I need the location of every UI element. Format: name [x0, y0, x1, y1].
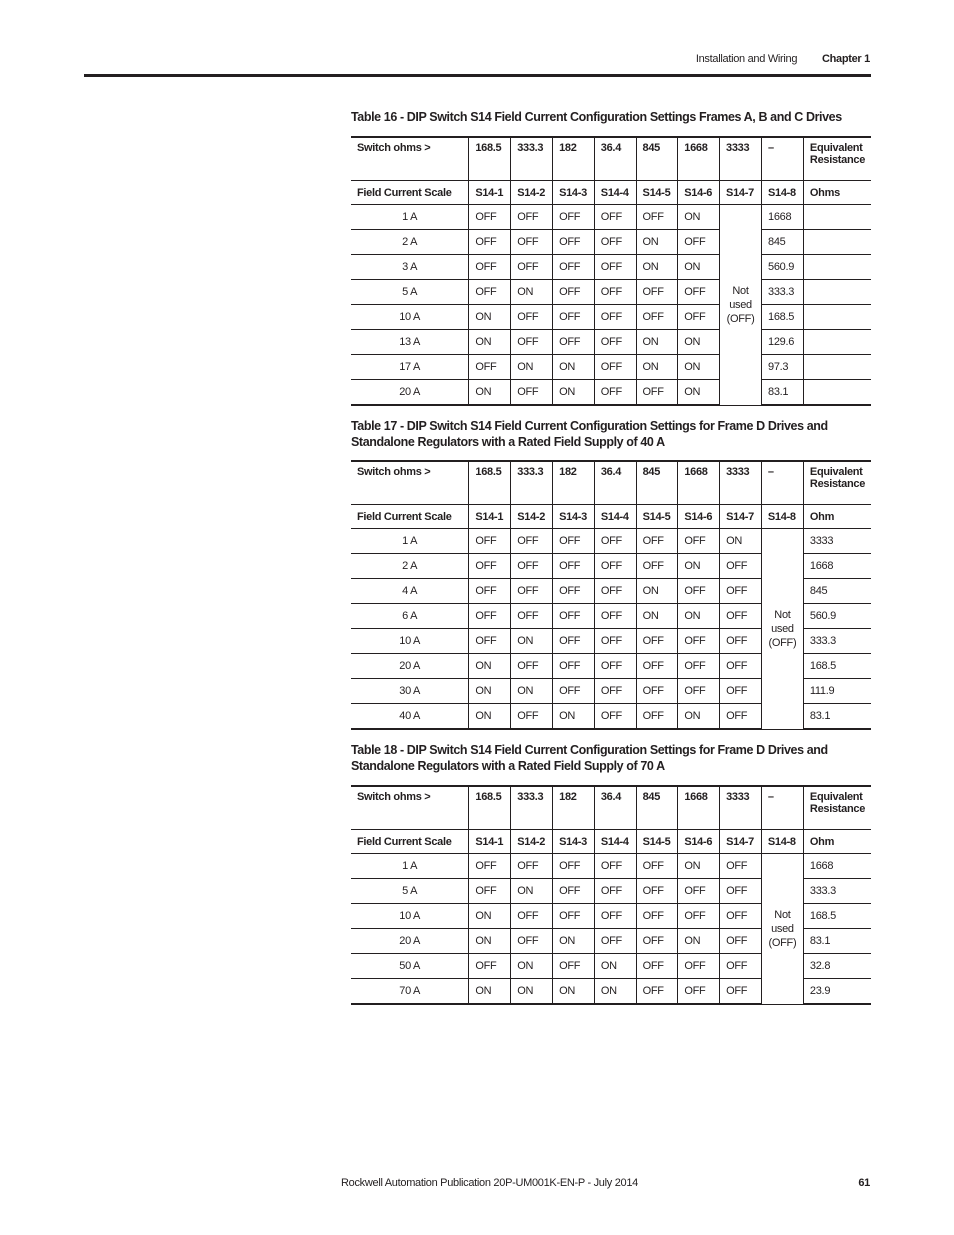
- header-cell: 845: [636, 461, 678, 505]
- switch-cell: ON: [469, 979, 511, 1005]
- switch-cell: OFF: [678, 679, 720, 704]
- switch-cell: ON: [469, 929, 511, 954]
- switch-cell: OFF: [553, 604, 595, 629]
- current-scale-cell: 6 A: [351, 604, 469, 629]
- switch-cell: OFF: [511, 330, 553, 355]
- switch-cell: 129.6: [762, 330, 804, 355]
- header-cell: 168.5: [469, 786, 511, 830]
- switch-cell: OFF: [553, 529, 595, 554]
- resistance-cell: 111.9: [803, 679, 871, 704]
- switch-cell: OFF: [720, 629, 762, 654]
- switch-cell: OFF: [636, 879, 678, 904]
- header-row-switches: [351, 181, 871, 205]
- switch-cell: ON: [511, 954, 553, 979]
- not-used-cell: Not used (OFF): [720, 205, 762, 406]
- switch-cell: OFF: [553, 854, 595, 879]
- switch-cell: OFF: [594, 904, 636, 929]
- switch-cell: OFF: [594, 355, 636, 380]
- switch-cell: OFF: [720, 854, 762, 879]
- switch-cell: OFF: [511, 654, 553, 679]
- current-scale-cell: 10 A: [351, 305, 469, 330]
- switch-cell: OFF: [636, 904, 678, 929]
- switch-cell: OFF: [511, 305, 553, 330]
- header-cell: S14-7: [720, 505, 762, 529]
- table-row: [351, 529, 871, 554]
- resistance-cell: 23.9: [803, 979, 871, 1005]
- header-chapter: Chapter 1: [821, 53, 870, 65]
- switch-cell: OFF: [636, 554, 678, 579]
- switch-cell: ON: [636, 255, 678, 280]
- resistance-cell: [803, 330, 871, 355]
- resistance-cell: [803, 205, 871, 230]
- resistance-cell: [803, 305, 871, 330]
- switch-cell: ON: [511, 280, 553, 305]
- current-scale-cell: 50 A: [351, 954, 469, 979]
- table-row: [351, 280, 871, 305]
- table-row: [351, 380, 871, 406]
- switch-cell: OFF: [594, 704, 636, 730]
- switch-cell: OFF: [678, 280, 720, 305]
- switch-cell: ON: [553, 704, 595, 730]
- header-row-ohms: [351, 137, 871, 181]
- current-scale-cell: 2 A: [351, 554, 469, 579]
- table-row: [351, 255, 871, 280]
- header-cell: Ohm: [803, 505, 871, 529]
- header-section: Installation and Wiring: [695, 53, 798, 65]
- header-cell: S14-6: [678, 181, 720, 205]
- switch-cell: OFF: [553, 255, 595, 280]
- switch-cell: ON: [678, 355, 720, 380]
- table-row: [351, 230, 871, 255]
- switch-cell: OFF: [469, 604, 511, 629]
- header-cell: Switch ohms >: [351, 137, 469, 181]
- switch-cell: OFF: [720, 879, 762, 904]
- header-cell: S14-7: [720, 181, 762, 205]
- header-cell: –: [762, 137, 804, 181]
- current-scale-cell: 5 A: [351, 879, 469, 904]
- switch-cell: ON: [636, 355, 678, 380]
- switch-cell: OFF: [720, 604, 762, 629]
- resistance-cell: [803, 230, 871, 255]
- header-cell: 333.3: [511, 461, 553, 505]
- header-cell: 1668: [678, 137, 720, 181]
- current-scale-cell: 17 A: [351, 355, 469, 380]
- switch-cell: OFF: [720, 654, 762, 679]
- resistance-cell: 1668: [803, 854, 871, 879]
- switch-cell: OFF: [511, 604, 553, 629]
- header-cell: 168.5: [469, 461, 511, 505]
- switch-cell: OFF: [553, 654, 595, 679]
- switch-cell: OFF: [594, 579, 636, 604]
- switch-cell: OFF: [594, 230, 636, 255]
- switch-cell: ON: [678, 205, 720, 230]
- switch-cell: OFF: [511, 529, 553, 554]
- resistance-cell: [803, 280, 871, 305]
- switch-cell: OFF: [678, 654, 720, 679]
- switch-cell: OFF: [469, 854, 511, 879]
- switch-cell: OFF: [469, 255, 511, 280]
- switch-cell: OFF: [511, 554, 553, 579]
- resistance-cell: [803, 380, 871, 406]
- switch-cell: ON: [553, 979, 595, 1005]
- switch-cell: ON: [469, 330, 511, 355]
- resistance-cell: 845: [803, 579, 871, 604]
- switch-cell: ON: [469, 679, 511, 704]
- switch-cell: OFF: [636, 380, 678, 406]
- switch-cell: OFF: [553, 879, 595, 904]
- header-cell: –: [761, 461, 803, 505]
- switch-cell: OFF: [594, 255, 636, 280]
- not-used-cell: Not used (OFF): [761, 529, 803, 730]
- header-cell: S14-2: [511, 505, 553, 529]
- switch-cell: OFF: [678, 904, 720, 929]
- switch-cell: ON: [469, 305, 511, 330]
- switch-cell: OFF: [469, 879, 511, 904]
- header-cell: Equivalent Resistance: [803, 461, 871, 505]
- table-row: [351, 330, 871, 355]
- header-cell: S14-1: [469, 181, 511, 205]
- switch-cell: OFF: [594, 305, 636, 330]
- switch-cell: OFF: [511, 904, 553, 929]
- switch-cell: OFF: [553, 579, 595, 604]
- table-16: [351, 136, 871, 406]
- header-cell: 182: [553, 786, 595, 830]
- switch-cell: OFF: [553, 954, 595, 979]
- switch-cell: OFF: [469, 579, 511, 604]
- table-17-title: Table 17 - DIP Switch S14 Field Current Configuration Settings for Frame D Drives and Standalone Regulators with a Rated Field Supply of 40 A: [351, 419, 828, 449]
- header-cell: S14-7: [720, 830, 762, 854]
- switch-cell: ON: [469, 380, 511, 406]
- switch-cell: OFF: [594, 205, 636, 230]
- table-row: [351, 355, 871, 380]
- current-scale-cell: 10 A: [351, 904, 469, 929]
- current-scale-cell: 5 A: [351, 280, 469, 305]
- header-cell: Field Current Scale: [351, 505, 469, 529]
- switch-cell: ON: [678, 704, 720, 730]
- table-17: [351, 460, 871, 730]
- switch-cell: ON: [678, 380, 720, 406]
- switch-cell: OFF: [469, 205, 511, 230]
- running-header: [696, 53, 870, 65]
- resistance-cell: 32.8: [803, 954, 871, 979]
- switch-cell: OFF: [469, 280, 511, 305]
- switch-cell: OFF: [594, 554, 636, 579]
- switch-cell: OFF: [678, 954, 720, 979]
- header-cell: S14-4: [594, 181, 636, 205]
- current-scale-cell: 70 A: [351, 979, 469, 1005]
- switch-cell: ON: [553, 380, 595, 406]
- switch-cell: 1668: [762, 205, 804, 230]
- header-rule: [84, 74, 871, 77]
- switch-cell: OFF: [594, 654, 636, 679]
- switch-cell: OFF: [553, 230, 595, 255]
- switch-cell: OFF: [469, 629, 511, 654]
- header-row-ohms: [351, 786, 871, 830]
- switch-cell: OFF: [511, 205, 553, 230]
- current-scale-cell: 1 A: [351, 205, 469, 230]
- switch-cell: ON: [678, 854, 720, 879]
- switch-cell: ON: [511, 979, 553, 1005]
- switch-cell: OFF: [678, 879, 720, 904]
- switch-cell: OFF: [511, 579, 553, 604]
- switch-cell: OFF: [636, 979, 678, 1005]
- current-scale-cell: 1 A: [351, 529, 469, 554]
- switch-cell: OFF: [594, 854, 636, 879]
- header-cell: S14-1: [469, 505, 511, 529]
- switch-cell: OFF: [511, 854, 553, 879]
- resistance-cell: 560.9: [803, 604, 871, 629]
- switch-cell: ON: [511, 355, 553, 380]
- switch-cell: OFF: [553, 904, 595, 929]
- switch-cell: OFF: [678, 230, 720, 255]
- header-cell: 3333: [720, 786, 762, 830]
- header-cell: 845: [636, 786, 678, 830]
- header-row-ohms: [351, 461, 871, 505]
- switch-cell: ON: [636, 230, 678, 255]
- switch-cell: OFF: [594, 529, 636, 554]
- switch-cell: OFF: [511, 929, 553, 954]
- table-row: [351, 854, 871, 879]
- header-cell: 36.4: [594, 461, 636, 505]
- switch-cell: OFF: [678, 629, 720, 654]
- switch-cell: OFF: [720, 954, 762, 979]
- header-cell: S14-8: [761, 830, 803, 854]
- switch-cell: OFF: [636, 704, 678, 730]
- header-cell: –: [761, 786, 803, 830]
- header-cell: Equivalent Resistance: [803, 786, 871, 830]
- resistance-cell: 333.3: [803, 629, 871, 654]
- switch-cell: OFF: [553, 629, 595, 654]
- switch-cell: OFF: [720, 979, 762, 1005]
- page-number: 61: [858, 1177, 870, 1189]
- current-scale-cell: 10 A: [351, 629, 469, 654]
- switch-cell: OFF: [636, 280, 678, 305]
- header-row-switches: [351, 505, 871, 529]
- header-cell: S14-5: [636, 181, 678, 205]
- switch-cell: ON: [678, 554, 720, 579]
- footer-publication: Rockwell Automation Publication 20P-UM001K-EN-P - July 2014: [341, 1177, 638, 1189]
- switch-cell: ON: [469, 654, 511, 679]
- switch-cell: OFF: [678, 979, 720, 1005]
- switch-cell: OFF: [553, 330, 595, 355]
- resistance-cell: [803, 355, 871, 380]
- switch-cell: OFF: [636, 305, 678, 330]
- resistance-cell: 168.5: [803, 904, 871, 929]
- table-row: [351, 305, 871, 330]
- switch-cell: OFF: [511, 255, 553, 280]
- switch-cell: OFF: [594, 380, 636, 406]
- switch-cell: ON: [469, 704, 511, 730]
- current-scale-cell: 20 A: [351, 929, 469, 954]
- switch-cell: ON: [678, 604, 720, 629]
- header-row-switches: [351, 830, 871, 854]
- switch-cell: ON: [678, 255, 720, 280]
- switch-cell: OFF: [594, 929, 636, 954]
- switch-cell: OFF: [594, 679, 636, 704]
- header-cell: Switch ohms >: [351, 786, 469, 830]
- header-cell: 333.3: [511, 137, 553, 181]
- switch-cell: OFF: [720, 904, 762, 929]
- switch-cell: ON: [594, 979, 636, 1005]
- resistance-cell: 1668: [803, 554, 871, 579]
- header-cell: S14-8: [762, 181, 804, 205]
- switch-cell: 168.5: [762, 305, 804, 330]
- switch-cell: OFF: [720, 554, 762, 579]
- switch-cell: OFF: [636, 954, 678, 979]
- switch-cell: OFF: [594, 280, 636, 305]
- switch-cell: OFF: [720, 679, 762, 704]
- switch-cell: ON: [511, 879, 553, 904]
- switch-cell: OFF: [678, 579, 720, 604]
- current-scale-cell: 3 A: [351, 255, 469, 280]
- header-cell: Ohm: [803, 830, 871, 854]
- switch-cell: OFF: [720, 579, 762, 604]
- switch-cell: ON: [678, 330, 720, 355]
- current-scale-cell: 20 A: [351, 380, 469, 406]
- header-cell: S14-5: [636, 830, 678, 854]
- switch-cell: ON: [678, 929, 720, 954]
- table-18-title: Table 18 - DIP Switch S14 Field Current Configuration Settings for Frame D Drives and Standalone Regulators with a Rated Field Supply of 70 A: [351, 743, 828, 773]
- switch-cell: OFF: [720, 929, 762, 954]
- current-scale-cell: 30 A: [351, 679, 469, 704]
- resistance-cell: 168.5: [803, 654, 871, 679]
- header-cell: 845: [636, 137, 678, 181]
- switch-cell: OFF: [636, 629, 678, 654]
- switch-cell: 333.3: [762, 280, 804, 305]
- switch-cell: 97.3: [762, 355, 804, 380]
- switch-cell: OFF: [469, 230, 511, 255]
- switch-cell: OFF: [636, 654, 678, 679]
- switch-cell: ON: [636, 604, 678, 629]
- not-used-cell: Not used (OFF): [761, 854, 803, 1005]
- switch-cell: OFF: [678, 529, 720, 554]
- switch-cell: ON: [636, 330, 678, 355]
- current-scale-cell: 20 A: [351, 654, 469, 679]
- switch-cell: OFF: [553, 305, 595, 330]
- switch-cell: 845: [762, 230, 804, 255]
- switch-cell: OFF: [678, 305, 720, 330]
- switch-cell: ON: [636, 579, 678, 604]
- header-cell: Equivalent Resistance: [803, 137, 871, 181]
- header-cell: S14-8: [761, 505, 803, 529]
- header-cell: S14-4: [594, 830, 636, 854]
- header-cell: Field Current Scale: [351, 181, 469, 205]
- switch-cell: OFF: [636, 854, 678, 879]
- header-cell: 168.5: [469, 137, 511, 181]
- header-cell: S14-2: [511, 181, 553, 205]
- switch-cell: OFF: [636, 679, 678, 704]
- header-cell: S14-6: [678, 505, 720, 529]
- current-scale-cell: 40 A: [351, 704, 469, 730]
- current-scale-cell: 4 A: [351, 579, 469, 604]
- header-cell: 182: [553, 461, 595, 505]
- header-cell: 1668: [678, 786, 720, 830]
- header-cell: 3333: [720, 137, 762, 181]
- switch-cell: 83.1: [762, 380, 804, 406]
- switch-cell: OFF: [720, 704, 762, 730]
- header-cell: S14-5: [636, 505, 678, 529]
- current-scale-cell: 13 A: [351, 330, 469, 355]
- switch-cell: ON: [511, 679, 553, 704]
- switch-cell: ON: [511, 629, 553, 654]
- header-cell: 36.4: [594, 786, 636, 830]
- resistance-cell: 83.1: [803, 704, 871, 730]
- header-cell: 333.3: [511, 786, 553, 830]
- switch-cell: OFF: [469, 529, 511, 554]
- header-cell: Ohms: [803, 181, 871, 205]
- switch-cell: OFF: [594, 629, 636, 654]
- header-cell: S14-2: [511, 830, 553, 854]
- switch-cell: 560.9: [762, 255, 804, 280]
- table-18: [351, 785, 871, 1005]
- resistance-cell: 3333: [803, 529, 871, 554]
- switch-cell: ON: [553, 929, 595, 954]
- header-cell: S14-3: [553, 181, 595, 205]
- switch-cell: OFF: [636, 529, 678, 554]
- switch-cell: OFF: [553, 205, 595, 230]
- switch-cell: OFF: [594, 604, 636, 629]
- resistance-cell: 333.3: [803, 879, 871, 904]
- switch-cell: ON: [720, 529, 762, 554]
- switch-cell: OFF: [469, 355, 511, 380]
- header-cell: 1668: [678, 461, 720, 505]
- header-cell: 182: [553, 137, 595, 181]
- header-cell: Field Current Scale: [351, 830, 469, 854]
- switch-cell: OFF: [469, 954, 511, 979]
- switch-cell: OFF: [511, 704, 553, 730]
- current-scale-cell: 2 A: [351, 230, 469, 255]
- switch-cell: OFF: [469, 554, 511, 579]
- switch-cell: OFF: [553, 679, 595, 704]
- resistance-cell: [803, 255, 871, 280]
- switch-cell: OFF: [594, 330, 636, 355]
- header-cell: 36.4: [594, 137, 636, 181]
- header-cell: Switch ohms >: [351, 461, 469, 505]
- table-16-title: Table 16 - DIP Switch S14 Field Current Configuration Settings Frames A, B and C Drives: [351, 110, 842, 124]
- table-row: [351, 205, 871, 230]
- header-cell: 3333: [720, 461, 762, 505]
- switch-cell: OFF: [511, 230, 553, 255]
- switch-cell: ON: [594, 954, 636, 979]
- switch-cell: ON: [469, 904, 511, 929]
- resistance-cell: 83.1: [803, 929, 871, 954]
- current-scale-cell: 1 A: [351, 854, 469, 879]
- switch-cell: OFF: [511, 380, 553, 406]
- switch-cell: OFF: [594, 879, 636, 904]
- switch-cell: OFF: [553, 280, 595, 305]
- header-cell: S14-1: [469, 830, 511, 854]
- switch-cell: OFF: [553, 554, 595, 579]
- switch-cell: OFF: [636, 205, 678, 230]
- switch-cell: ON: [553, 355, 595, 380]
- header-cell: S14-3: [553, 830, 595, 854]
- switch-cell: OFF: [636, 929, 678, 954]
- header-cell: S14-3: [553, 505, 595, 529]
- header-cell: S14-6: [678, 830, 720, 854]
- header-cell: S14-4: [594, 505, 636, 529]
